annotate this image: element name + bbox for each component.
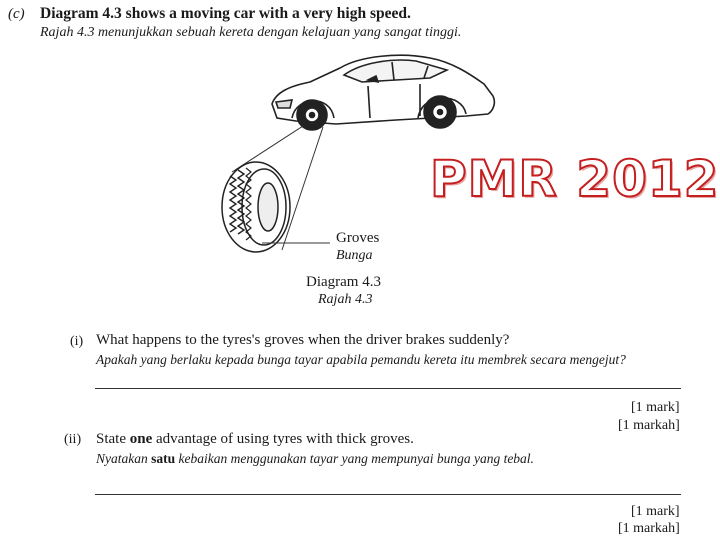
question-i-text-en: What happens to the tyres's groves when the driver brakes suddenly? [96, 332, 510, 348]
question-i-text-ms: Apakah yang berlaku kepada bunga tayar apabila pemandu kereta itu membrek secara mengejut? [96, 352, 626, 367]
answer-line-i[interactable] [95, 388, 681, 389]
part-c-text-ms: Rajah 4.3 menunjukkan sebuah kereta dengan kelajuan yang sangat tinggi. [40, 25, 462, 40]
diagram-caption-ms: Rajah 4.3 [318, 292, 373, 307]
question-i-label: (i) [70, 334, 84, 349]
question-ii-ms-bold: satu [151, 451, 176, 466]
part-c-text-en: Diagram 4.3 shows a moving car with a very high speed. [40, 5, 411, 22]
question-ii-ms-post: kebaikan menggunakan tayar yang mempunyai bunga yang tebal. [175, 451, 534, 466]
diagram-caption-en: Diagram 4.3 [306, 274, 381, 290]
pmr-2012-watermark: PMR 2012 [430, 150, 720, 208]
groves-label-en: Groves [336, 230, 380, 246]
question-i-mark-ms: [1 markah] [618, 418, 680, 433]
question-ii-en-post: advantage of using tyres with thick groves. [152, 431, 414, 447]
question-ii-text-en [96, 431, 414, 448]
question-ii-mark-en: [1 mark] [631, 504, 680, 519]
question-i-mark-en: [1 mark] [631, 400, 680, 415]
question-ii-label: (ii) [64, 432, 82, 447]
groves-label-ms: Bunga [336, 248, 373, 263]
question-ii-mark-ms: [1 markah] [618, 521, 680, 536]
tyre-illustration [222, 162, 290, 252]
question-ii-en-bold: one [129, 431, 153, 447]
question-ii-text-ms [96, 451, 534, 467]
part-label: (c) [8, 6, 25, 22]
question-ii-ms-pre: Nyatakan [96, 451, 152, 466]
question-ii-en-pre: State [96, 431, 130, 447]
answer-line-ii[interactable] [95, 494, 681, 495]
